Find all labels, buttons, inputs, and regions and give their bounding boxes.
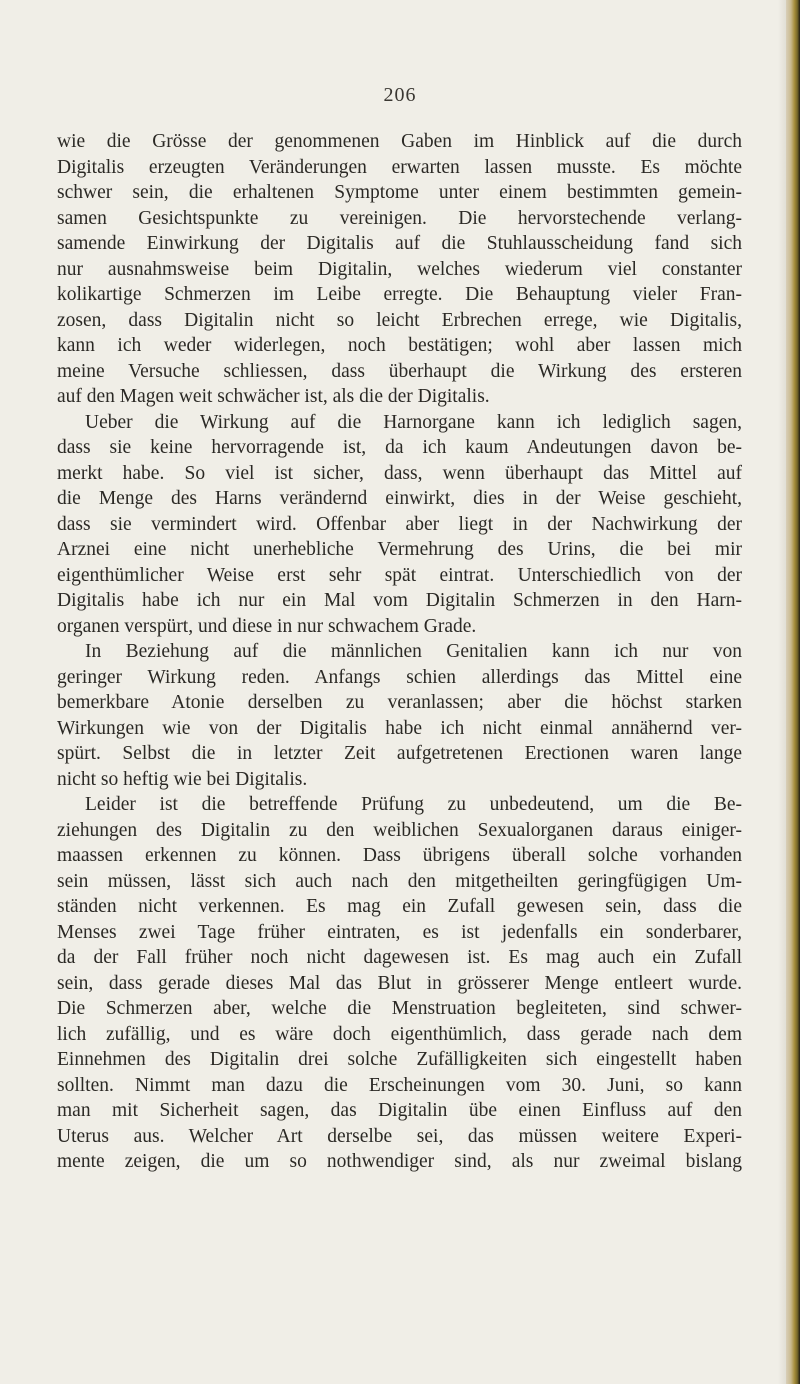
page-gutter-shadow xyxy=(778,0,786,1384)
text-line: man mit Sicherheit sagen, das Digitalin übe einen Einfluss auf den xyxy=(57,1100,742,1121)
text-line: sein, dass gerade dieses Mal das Blut in grösserer Menge entleert wurde. xyxy=(57,972,742,994)
text-line: auf den Magen weit schwächer ist, als die der Digitalis. xyxy=(57,386,490,407)
text-line: ständen nicht verkennen. Es mag ein Zufall gewesen sein, dass die xyxy=(57,896,742,917)
text-line: Digitalis habe ich nur ein Mal vom Digitalin Schmerzen in den Harn- xyxy=(57,590,742,611)
text-line: nur ausnahmsweise beim Digitalin, welches wiederum viel constanter xyxy=(57,258,742,280)
text-line: zosen, dass Digitalin nicht so leicht Erbrechen errege, wie Digitalis, xyxy=(57,309,742,331)
text-line: In Beziehung auf die männlichen Genitalien kann ich nur von xyxy=(85,641,742,662)
text-line: maassen erkennen zu können. Dass übrigens überall solche vorhanden xyxy=(57,845,742,866)
body-text xyxy=(57,129,742,1175)
text-line: Leider ist die betreffende Prüfung zu unbedeutend, um die Be- xyxy=(85,794,742,815)
text-line: Menses zwei Tage früher eintraten, es ist jedenfalls ein sonderbarer, xyxy=(57,921,742,943)
text-line: eigenthümlicher Weise erst sehr spät eintrat. Unterschiedlich von der xyxy=(57,564,742,586)
text-line: organen verspürt, und diese in nur schwachem Grade. xyxy=(57,615,477,637)
page-number: 206 xyxy=(383,84,417,106)
text-line: Wirkungen wie von der Digitalis habe ich nicht einmal annähernd ver- xyxy=(57,717,742,739)
text-line: Digitalis erzeugten Veränderungen erwarten lassen musste. Es möchte xyxy=(57,156,742,178)
page-edge xyxy=(786,0,800,1384)
text-line: sollten. Nimmt man dazu die Erscheinungen vom 30. Juni, so kann xyxy=(57,1074,742,1096)
text-line: samende Einwirkung der Digitalis auf die Stuhlausscheidung fand sich xyxy=(57,233,742,254)
text-line: spürt. Selbst die in letzter Zeit aufgetretenen Erectionen waren lange xyxy=(57,743,742,764)
text-line: samen Gesichtspunkte zu vereinigen. Die hervorstechende verlang- xyxy=(57,207,742,229)
text-line: schwer sein, die erhaltenen Symptome unter einem bestimmten gemein- xyxy=(57,182,742,203)
text-line: dass sie keine hervorragende ist, da ich kaum Andeutungen davon be- xyxy=(57,437,742,458)
text-line: da der Fall früher noch nicht dagewesen ist. Es mag auch ein Zufall xyxy=(57,947,742,968)
text-line: Ueber die Wirkung auf die Harnorgane kann ich lediglich sagen, xyxy=(85,411,742,433)
text-line: sein müssen, lässt sich auch nach den mitgetheilten geringfügigen Um- xyxy=(57,870,742,892)
text-line: ziehungen des Digitalin zu den weiblichen Sexualorganen daraus einiger- xyxy=(57,819,742,841)
text-line: dass sie vermindert wird. Offenbar aber liegt in der Nachwirkung der xyxy=(57,513,742,535)
text-line: meine Versuche schliessen, dass überhaupt die Wirkung des ersteren xyxy=(57,360,742,382)
text-line: nicht so heftig wie bei Digitalis. xyxy=(57,768,308,790)
text-line: mente zeigen, die um so nothwendiger sind, als nur zweimal bislang xyxy=(57,1151,742,1172)
text-line: Arznei eine nicht unerhebliche Vermehrung des Urins, die bei mir xyxy=(57,539,742,560)
text-line: wie die Grösse der genommenen Gaben im Hinblick auf die durch xyxy=(57,131,742,152)
text-line: kolikartige Schmerzen im Leibe erregte. Die Behauptung vieler Fran- xyxy=(57,284,742,305)
text-line: Einnehmen des Digitalin drei solche Zufälligkeiten sich eingestellt haben xyxy=(57,1049,742,1070)
text-line: merkt habe. So viel ist sicher, dass, wenn überhaupt das Mittel auf xyxy=(57,462,742,484)
text-line: geringer Wirkung reden. Anfangs schien allerdings das Mittel eine xyxy=(57,666,742,688)
text-line: bemerkbare Atonie derselben zu veranlassen; aber die höchst starken xyxy=(57,692,742,713)
text-line: lich zufällig, und es wäre doch eigenthümlich, dass gerade nach dem xyxy=(57,1023,742,1045)
text-line: die Menge des Harns verändernd einwirkt, dies in der Weise geschieht, xyxy=(57,488,742,509)
text-line: Uterus aus. Welcher Art derselbe sei, das müssen weitere Experi- xyxy=(57,1125,742,1147)
text-line: kann ich weder widerlegen, noch bestätigen; wohl aber lassen mich xyxy=(57,335,742,356)
text-line: Die Schmerzen aber, welche die Menstruation begleiteten, sind schwer- xyxy=(57,998,742,1019)
